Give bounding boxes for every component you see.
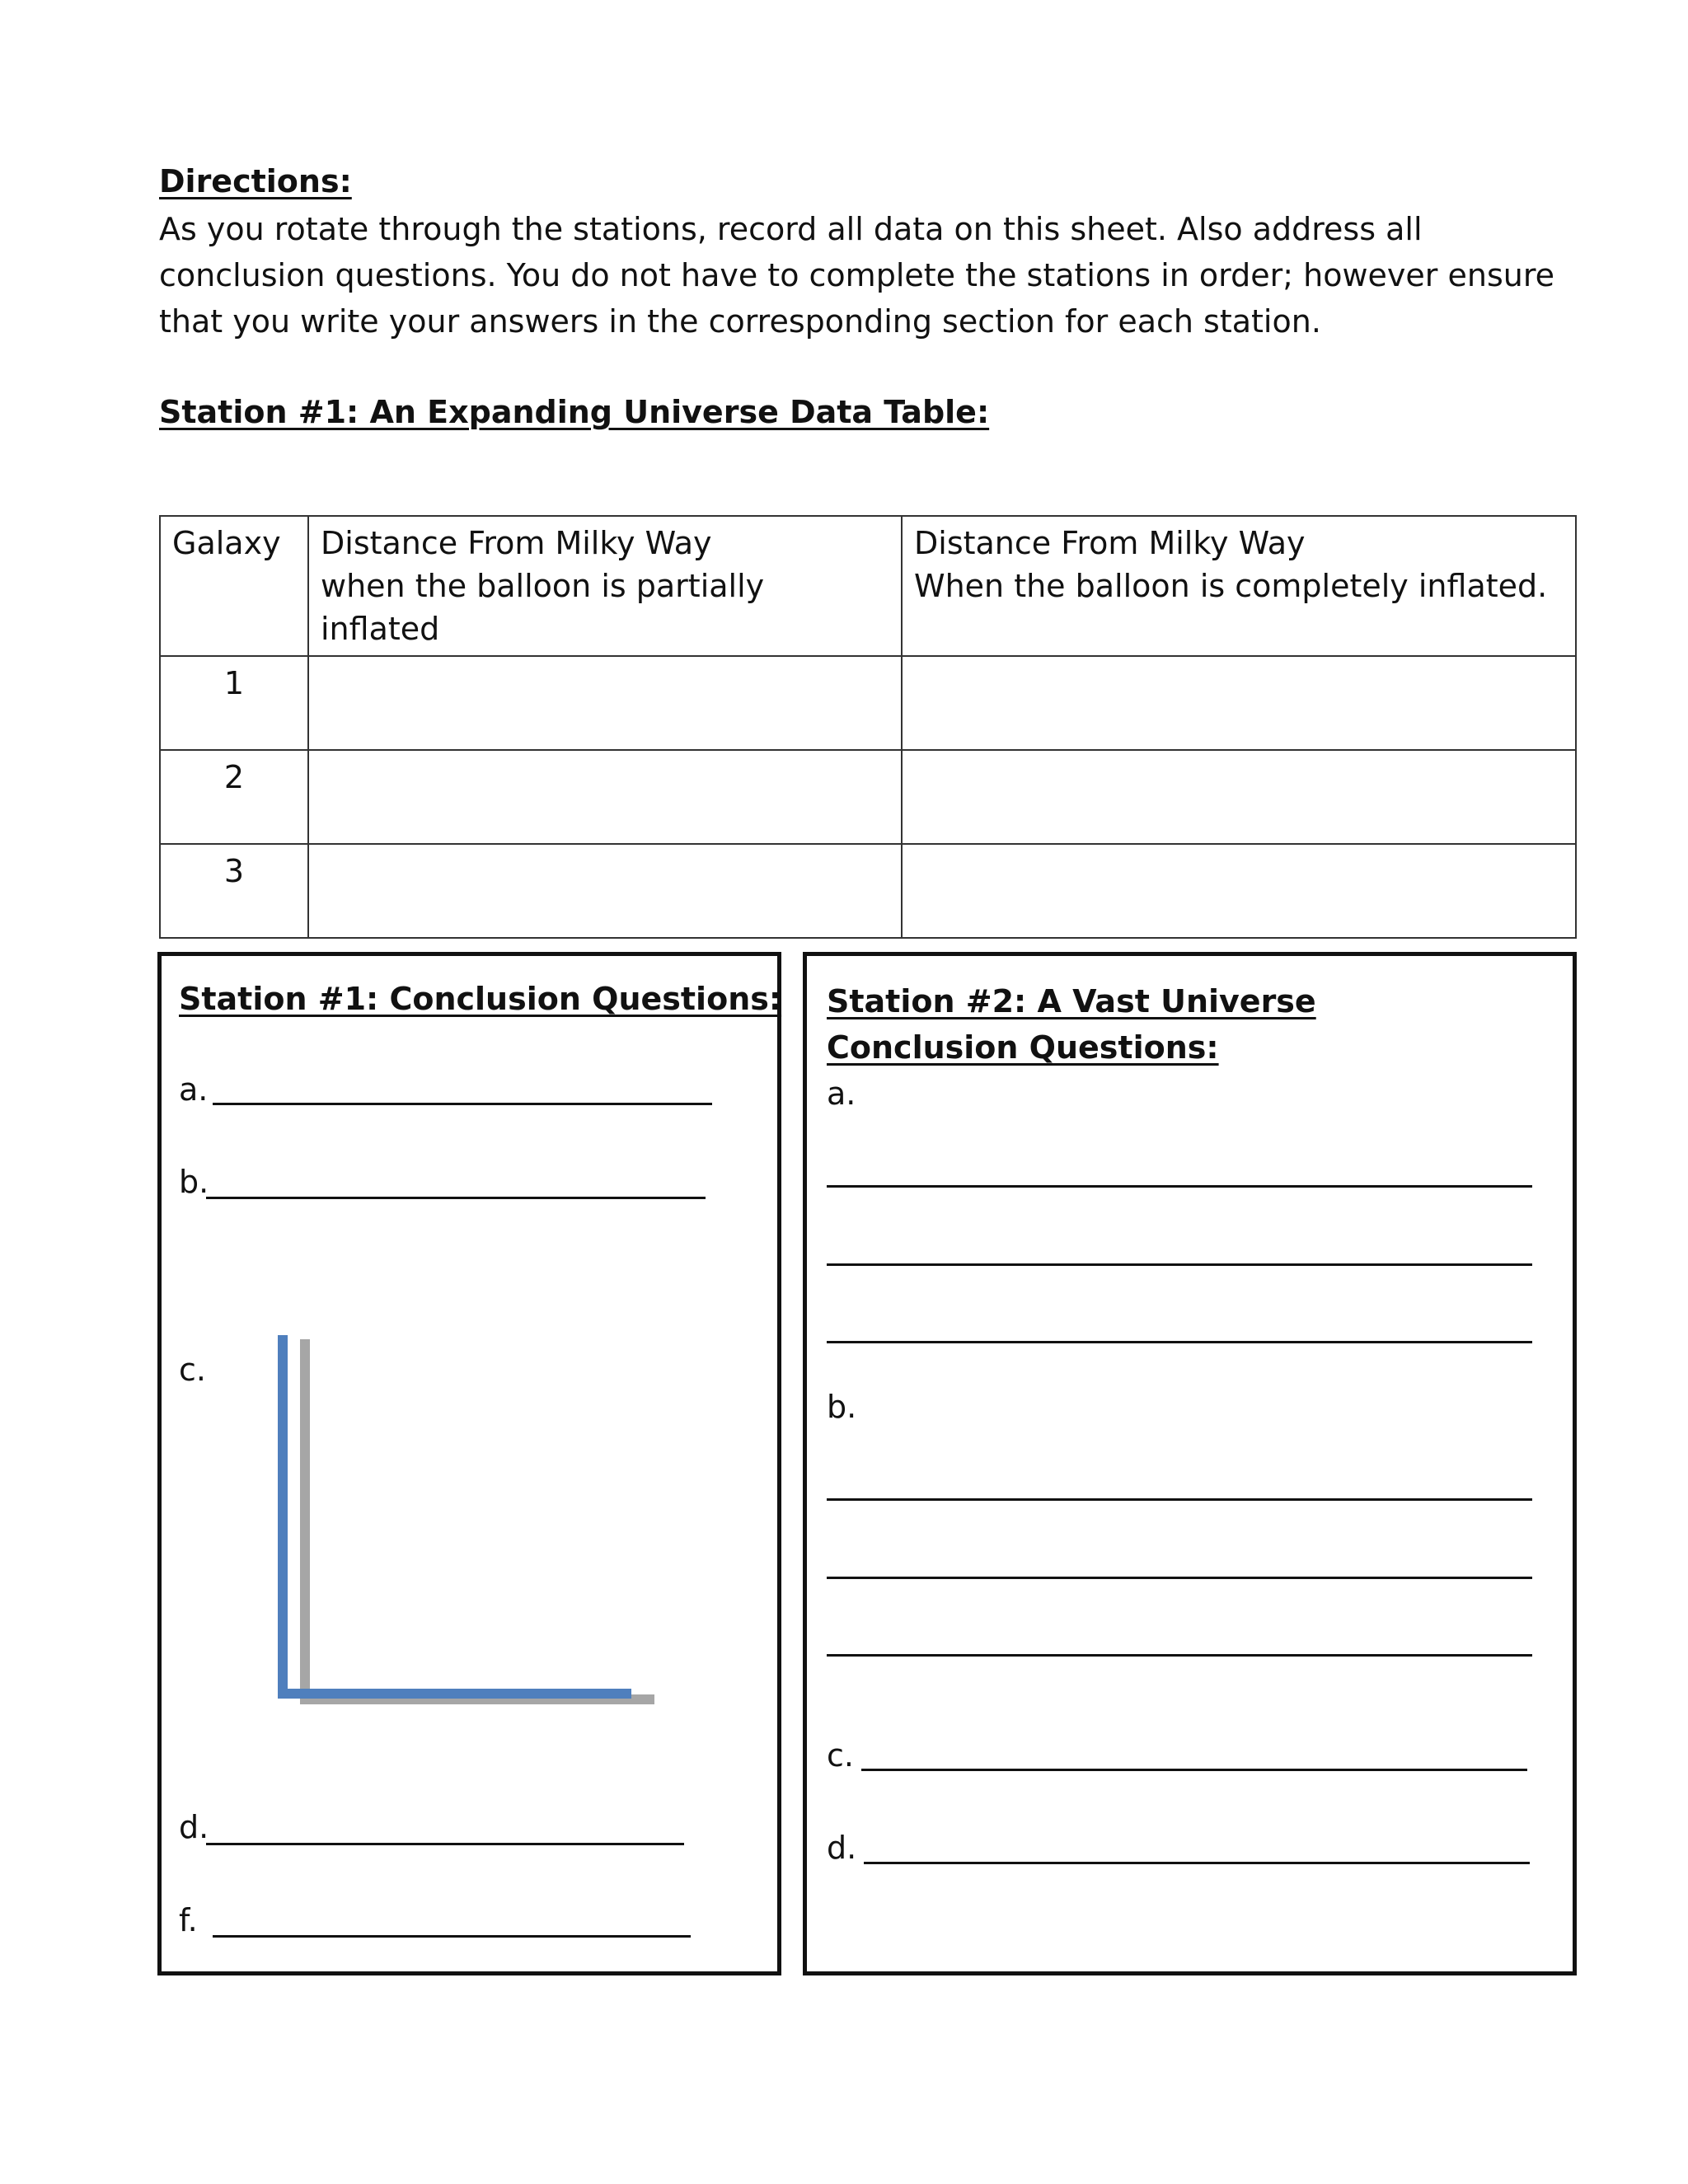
complete-header-line-1: Distance From Milky Way bbox=[914, 525, 1306, 561]
partial-distance-cell[interactable] bbox=[308, 656, 902, 750]
question-b-label: b. bbox=[179, 1164, 209, 1200]
galaxy-number: 1 bbox=[160, 656, 308, 750]
question-a-answer-line[interactable] bbox=[213, 1103, 712, 1105]
station2-b-answer-line-2[interactable] bbox=[827, 1577, 1532, 1579]
question-c-label: c. bbox=[179, 1352, 206, 1388]
station2-a-answer-line-1[interactable] bbox=[827, 1185, 1532, 1188]
complete-distance-cell[interactable] bbox=[902, 844, 1576, 938]
partial-distance-cell[interactable] bbox=[308, 750, 902, 844]
galaxy-number: 2 bbox=[160, 750, 308, 844]
graph-axes-front bbox=[283, 1335, 631, 1694]
graph-axes-shadow bbox=[305, 1339, 654, 1699]
table-row bbox=[160, 750, 1576, 844]
table-header-row bbox=[160, 516, 1576, 656]
station2-heading-line-1: Station #2: A Vast Universe bbox=[827, 983, 1316, 1019]
station1-conclusion-heading: Station #1: Conclusion Questions: bbox=[179, 981, 782, 1017]
partial-header-line-1: Distance From Milky Way bbox=[321, 525, 712, 561]
station2-a-answer-line-2[interactable] bbox=[827, 1263, 1532, 1266]
directions-heading: Directions: bbox=[159, 163, 352, 199]
station2-heading-line-2: Conclusion Questions: bbox=[827, 1029, 1219, 1066]
table-row bbox=[160, 656, 1576, 750]
station2-question-b-label: b. bbox=[827, 1389, 857, 1425]
question-f-label: f. bbox=[179, 1902, 198, 1938]
directions-line-2: conclusion questions. You do not have to complete the stations in order; however ensure bbox=[159, 257, 1555, 293]
station2-a-answer-line-3[interactable] bbox=[827, 1341, 1532, 1343]
station2-c-answer-line[interactable] bbox=[861, 1769, 1527, 1771]
question-d-answer-line[interactable] bbox=[206, 1843, 684, 1845]
station2-question-c-label: c. bbox=[827, 1737, 854, 1774]
station2-d-answer-line[interactable] bbox=[864, 1862, 1530, 1864]
complete-distance-cell[interactable] bbox=[902, 656, 1576, 750]
station1-table-heading: Station #1: An Expanding Universe Data Table: bbox=[159, 394, 990, 430]
directions-line-1: As you rotate through the stations, record all data on this sheet. Also address all bbox=[159, 211, 1423, 247]
galaxy-number: 3 bbox=[160, 844, 308, 938]
partial-header-line-2: when the balloon is partially inflated bbox=[321, 568, 765, 647]
station2-question-d-label: d. bbox=[827, 1830, 857, 1866]
question-d-label: d. bbox=[179, 1809, 209, 1845]
directions-text bbox=[159, 206, 1610, 344]
complete-header-line-2: When the balloon is completely inflated. bbox=[914, 568, 1548, 604]
complete-distance-cell[interactable] bbox=[902, 750, 1576, 844]
question-f-answer-line[interactable] bbox=[213, 1935, 691, 1938]
station2-conclusion-box bbox=[803, 952, 1577, 1975]
partial-inflation-column-header bbox=[308, 516, 902, 656]
partial-distance-cell[interactable] bbox=[308, 844, 902, 938]
station2-question-a-label: a. bbox=[827, 1076, 856, 1112]
station1-data-table bbox=[159, 515, 1577, 939]
station2-b-answer-line-3[interactable] bbox=[827, 1654, 1532, 1657]
galaxy-column-header: Galaxy bbox=[160, 516, 308, 656]
complete-inflation-column-header bbox=[902, 516, 1576, 656]
question-a-label: a. bbox=[179, 1071, 209, 1108]
directions-line-3: that you write your answers in the corresponding section for each station. bbox=[159, 303, 1321, 340]
station2-b-answer-line-1[interactable] bbox=[827, 1498, 1532, 1501]
question-b-answer-line[interactable] bbox=[206, 1197, 706, 1199]
table-row bbox=[160, 844, 1576, 938]
graph-axes-icon bbox=[272, 1331, 668, 1710]
